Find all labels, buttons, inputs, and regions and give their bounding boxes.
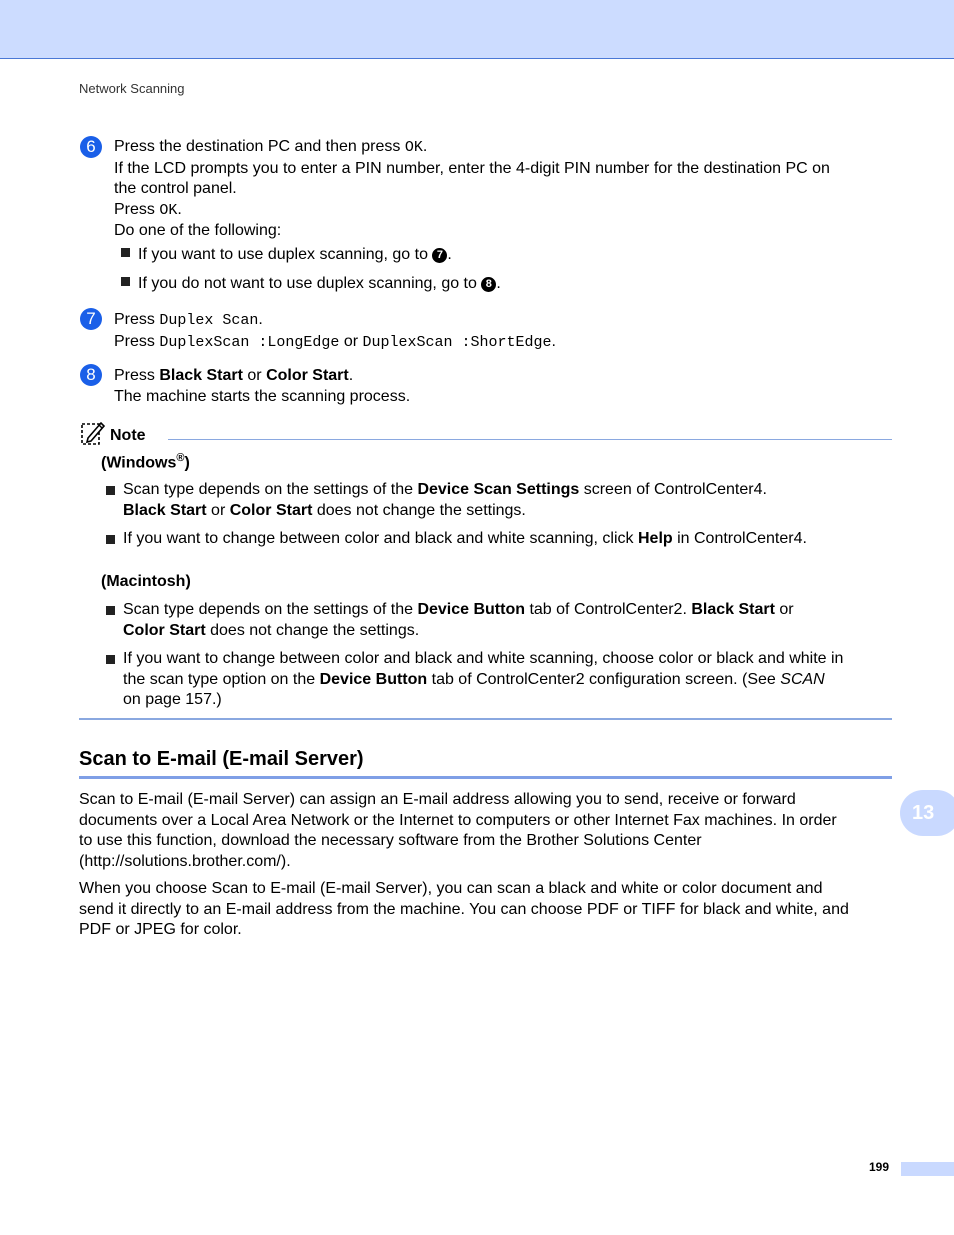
step-6-text: Press the destination PC and then press OK. If the LCD prompts you to enter a PIN number, enter the 4-digit PIN number for the destination PC on the control panel. Press OK. Do one of the following: bbox=[114, 138, 830, 239]
section-title: Scan to E-mail (E-mail Server) bbox=[79, 748, 364, 770]
header-band bbox=[0, 0, 954, 59]
section-rule bbox=[79, 776, 892, 779]
step-8-ref[interactable]: 8 bbox=[481, 277, 496, 292]
intro-paragraph: Scan to E-mail (E-mail Server) can assign an E-mail address allowing you to send, receive or forward documents over a Local Area Network or the Internet to computers or other Internet Fax machines. In order to use this function, download the necessary software from the Brother Solutions Center (http://solutions.brother.com/). bbox=[79, 791, 837, 870]
step-8-number: 8 bbox=[80, 364, 102, 386]
step-6-number: 6 bbox=[80, 136, 102, 158]
running-header: Network Scanning bbox=[79, 81, 185, 96]
note-windows-heading: (Windows®) bbox=[101, 452, 190, 472]
note-mac-bullet-1: Scan type depends on the settings of the Device Button tab of ControlCenter2. Black Start or Color Start does not change the settings. bbox=[123, 600, 893, 641]
page-number: 199 bbox=[869, 1160, 890, 1174]
note-pencil-icon bbox=[80, 420, 106, 451]
page-number-bar bbox=[901, 1162, 954, 1176]
step-6-bullet-duplex: If you want to use duplex scanning, go to 7 . bbox=[121, 246, 452, 264]
note-mac-bullet-2: If you want to change between color and black and white scanning, choose color or black and white in the scan type option on the Device Button tab of ControlCenter2 configuration screen. (See SCAN on page 157.) bbox=[123, 649, 893, 711]
step-6-bullet-no-duplex: If you do not want to use duplex scanning, go to 8 . bbox=[121, 275, 501, 293]
note-windows-bullet-2: If you want to change between color and black and white scanning, click Help in ControlCenter4. bbox=[123, 529, 893, 550]
detail-paragraph: When you choose Scan to E-mail (E-mail Server), you can scan a black and white or color document and send it directly to an E-mail address from the machine. You can choose PDF or TIFF for black and white, and PDF or JPEG for color. bbox=[79, 880, 849, 938]
note-divider bbox=[168, 439, 892, 440]
step-7-ref[interactable]: 7 bbox=[432, 248, 447, 263]
note-windows-bullet-1: Scan type depends on the settings of the Device Scan Settings screen of ControlCenter4. Black Start or Color Start does not change the settings. bbox=[123, 480, 893, 521]
chapter-tab[interactable]: 13 bbox=[900, 790, 954, 836]
note-mac-heading: (Macintosh) bbox=[101, 573, 191, 590]
scan-link[interactable]: SCAN bbox=[780, 670, 825, 688]
step-7-text: Press Duplex Scan. Press DuplexScan :LongEdge or DuplexScan :ShortEdge. bbox=[114, 311, 556, 351]
note-end-divider bbox=[79, 718, 892, 720]
note-label: Note bbox=[110, 427, 146, 444]
step-8-text: Press Black Start or Color Start. The machine starts the scanning process. bbox=[114, 367, 411, 405]
step-7-number: 7 bbox=[80, 308, 102, 330]
